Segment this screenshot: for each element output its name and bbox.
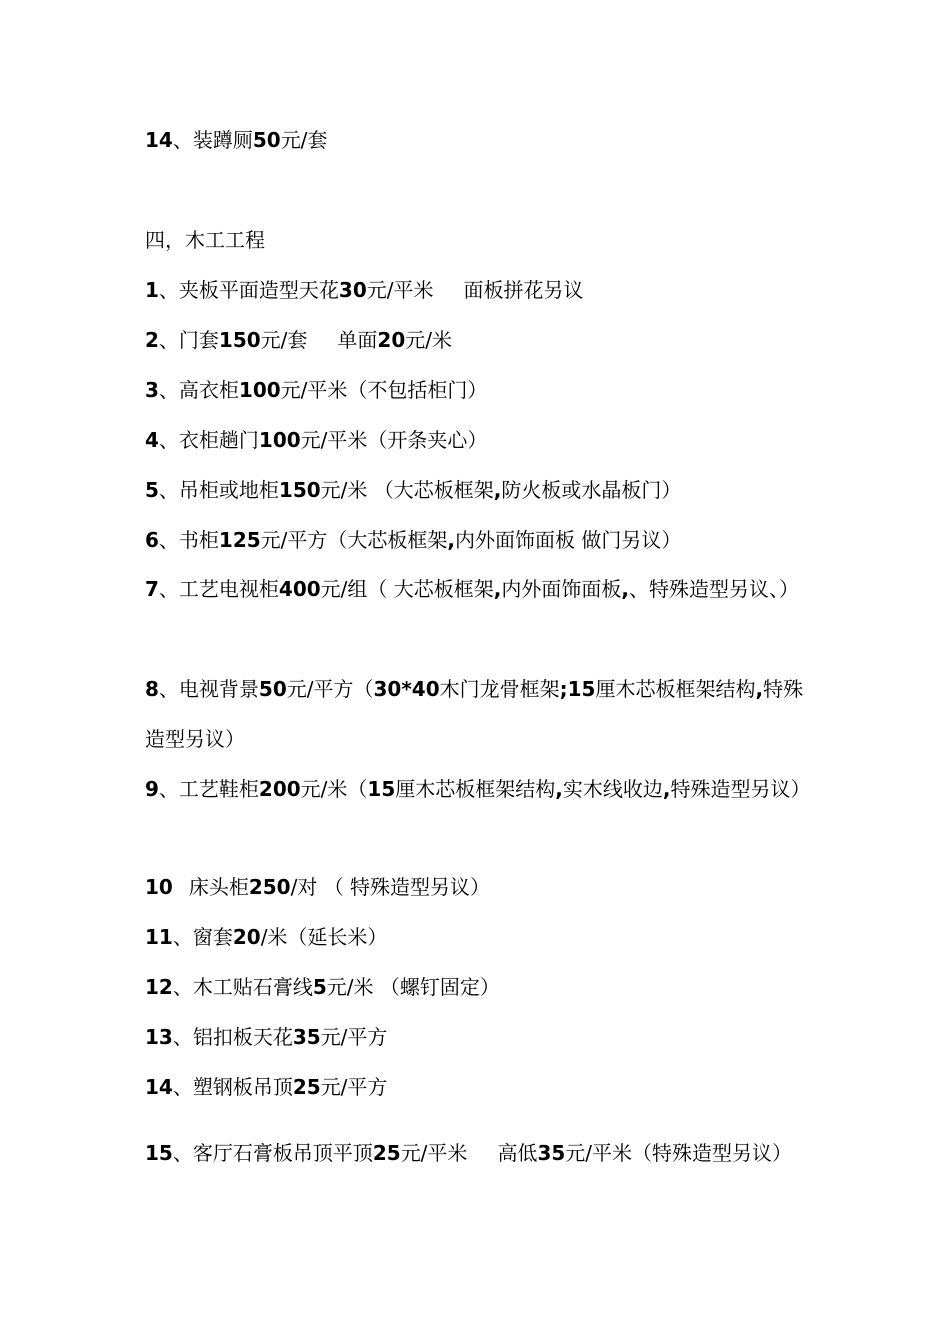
item-unit: /对 （ 特殊造型另议） (290, 875, 491, 899)
item-unit: 元/米（ (300, 777, 368, 801)
separator: , (555, 777, 563, 801)
item-unit: 元/平方 (320, 1025, 388, 1049)
item-wood-4 (145, 426, 815, 454)
item-note: 内外面饰面板 做门另议） (455, 528, 682, 552)
item-price: 100 (258, 428, 301, 452)
item-price: 125 (218, 528, 261, 552)
item-text: 、塑钢板吊顶 (172, 1075, 293, 1099)
item-price: 150 (278, 478, 321, 502)
item-price: 100 (238, 378, 281, 402)
item-wood-12 (145, 973, 815, 1001)
item-price: 30 (338, 278, 367, 302)
item-wood-13 (145, 1023, 815, 1051)
item-number: 8 (145, 677, 159, 701)
item-note: 元/平米（特殊造型另议） (565, 1141, 793, 1165)
item-wood-14 (145, 1073, 815, 1101)
item-number: 11 (145, 925, 173, 949)
item-text: 、门套 (158, 328, 219, 352)
item-wood-5 (145, 476, 815, 504)
item-note: 、特殊造型另议、） (629, 577, 799, 601)
item-price: 50 (252, 128, 281, 152)
item-unit: 元/米 （螺钉固定） (326, 975, 500, 999)
item-number: 14 (145, 128, 173, 152)
item-price: 35 (537, 1141, 566, 1165)
item-unit: 元/平方（ (286, 677, 374, 701)
item-text: 木门龙骨框架 (439, 677, 560, 701)
item-plumbing-14 (145, 126, 815, 154)
item-wood-15 (145, 1128, 815, 1178)
item-price: 50 (258, 677, 287, 701)
item-number: 6 (145, 528, 159, 552)
item-wood-11 (145, 923, 815, 951)
item-unit: 元/平米 (400, 1141, 468, 1165)
item-text: 单面 (337, 328, 378, 352)
item-unit: 元/平米 (366, 278, 434, 302)
item-number: 13 (145, 1025, 173, 1049)
item-number: 2 (145, 328, 159, 352)
item-number: 15 (145, 1141, 173, 1165)
item-wood-3 (145, 376, 815, 404)
item-wood-7 (145, 564, 815, 614)
item-wood-6 (145, 526, 815, 554)
item-number: 14 (145, 1075, 173, 1099)
item-number: 7 (145, 577, 159, 601)
separator: , (493, 478, 502, 502)
item-unit: 元/米 (405, 328, 453, 352)
item-text: 、高衣柜 (158, 378, 239, 402)
item-text: 、书柜 (158, 528, 219, 552)
item-note: 特殊造型另议） (670, 777, 811, 801)
item-text: 、木工贴石膏线 (172, 975, 313, 999)
item-text: 内外面饰面板 (501, 577, 622, 601)
item-number: 9 (145, 777, 159, 801)
item-text: 、夹板平面造型天花 (158, 278, 339, 302)
item-dimension: 15 (367, 777, 396, 801)
item-dimension: 30*40 (373, 677, 440, 701)
item-unit: 元/平米（开条夹心） (300, 428, 488, 452)
item-price: 20 (232, 925, 261, 949)
item-text: 、工艺鞋柜 (158, 777, 259, 801)
item-number: 3 (145, 378, 159, 402)
item-unit: 元/平方（大芯板框架 (260, 528, 448, 552)
item-unit: 元/套 (260, 328, 308, 352)
section-heading: 四，木工工程 (145, 228, 265, 252)
item-number: 1 (145, 278, 159, 302)
item-text: 床头柜 (188, 875, 249, 899)
separator: , (662, 777, 671, 801)
item-number: 5 (145, 478, 159, 502)
item-unit: 元/平方 (320, 1075, 388, 1099)
item-price: 35 (292, 1025, 321, 1049)
item-unit: /米（延长米） (260, 925, 388, 949)
item-text: 厘木芯板框架结构 (395, 777, 556, 801)
item-text: 厘木芯板框架结构 (595, 677, 756, 701)
item-number: 4 (145, 428, 159, 452)
item-text: 实木线收边 (562, 777, 663, 801)
item-wood-10 (145, 873, 815, 901)
item-price: 250 (248, 875, 291, 899)
item-price: 20 (377, 328, 406, 352)
item-dimension: ;15 (559, 677, 596, 701)
item-price: 5 (312, 975, 327, 999)
item-number: 10 (145, 875, 173, 899)
item-text: 、电视背景 (158, 677, 259, 701)
item-unit: 元/组（ 大芯板框架 (320, 577, 494, 601)
item-number: 12 (145, 975, 173, 999)
item-unit: 元/平米（不包括柜门） (280, 378, 488, 402)
item-price: 400 (278, 577, 321, 601)
item-price: 25 (292, 1075, 321, 1099)
item-note: 特殊造型另议） (145, 677, 804, 751)
item-price: 150 (218, 328, 261, 352)
item-text: 、客厅石膏板吊顶平顶 (172, 1141, 373, 1165)
separator: , (493, 577, 502, 601)
separator: , (447, 528, 456, 552)
separator: , (755, 677, 764, 701)
item-note: 防火板或水晶板门） (501, 478, 682, 502)
item-wood-8 (145, 664, 815, 764)
item-price: 200 (258, 777, 301, 801)
item-text: 、工艺电视柜 (158, 577, 279, 601)
item-text: 、窗套 (172, 925, 233, 949)
item-unit: 元/套 (280, 128, 328, 152)
item-text: 高低 (497, 1141, 538, 1165)
item-text: 、装蹲厕 (172, 128, 253, 152)
item-price: 25 (372, 1141, 401, 1165)
item-text: 、铝扣板天花 (172, 1025, 293, 1049)
item-text: 、衣柜趟门 (158, 428, 259, 452)
item-wood-1 (145, 276, 815, 304)
item-unit: 元/米 （大芯板框架 (320, 478, 494, 502)
item-text: 、吊柜或地柜 (158, 478, 279, 502)
item-wood-2 (145, 326, 815, 354)
separator: , (621, 577, 629, 601)
item-note: 面板拼花另议 (463, 278, 584, 302)
item-wood-9 (145, 764, 815, 814)
